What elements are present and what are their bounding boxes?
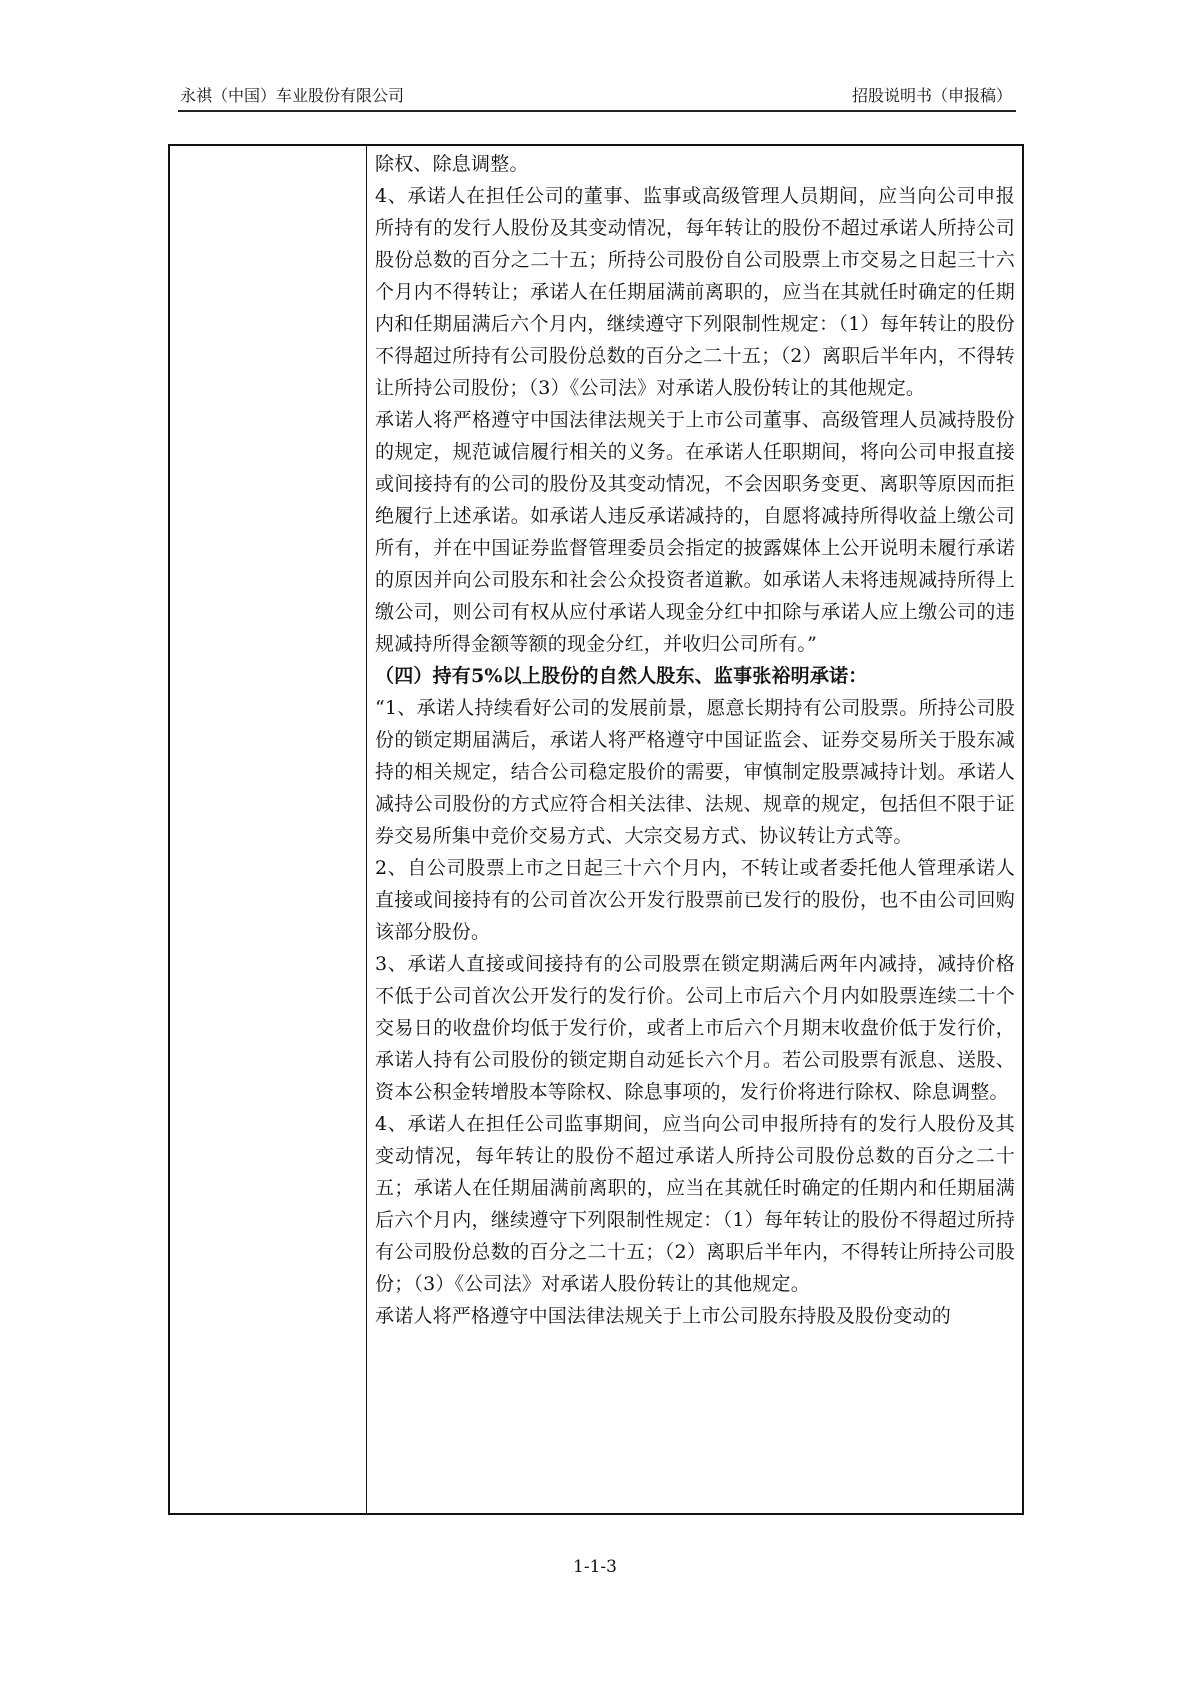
section-heading: （四）持有5%以上股份的自然人股东、监事张裕明承诺： — [375, 665, 868, 687]
paragraph: 4、承诺人在担任公司的董事、监事或高级管理人员期间，应当向公司申报所持有的发行人股份及其变动情况，每年转让的股份不超过承诺人所持公司股份总数的百分之二十五；所持公司股份自公司股票上市交易之日起三十六个月内不得转让；承诺人在任期届满前离职的，应当在其就任时确定的任期内和任期届满后六个月内，继续遵守下列限制性规定：（1）每年转让的股份不得超过所持有公司股份总数的百分之二十五；（2）离职后半年内，不得转让所持公司股份；（3）《公司法》对承诺人股份转让的其他规定。 — [375, 185, 1015, 399]
paragraph: 承诺人将严格遵守中国法律法规关于上市公司股东持股及股份变动的 — [375, 1305, 952, 1327]
page-number: 1-1-3 — [573, 1557, 617, 1577]
column-divider — [366, 146, 367, 1513]
paragraph: 4、承诺人在担任公司监事期间，应当向公司申报所持有的发行人股份及其变动情况，每年转让的股份不超过承诺人所持公司股份总数的百分之二十五；承诺人在任期届满前离职的，应当在其就任时确定的任期内和任期届满后六个月内，继续遵守下列限制性规定：（1）每年转让的股份不得超过所持有公司股份总数的百分之二十五；（2）离职后半年内，不得转让所持公司股份；（3）《公司法》对承诺人股份转让的其他规定。 — [375, 1113, 1015, 1295]
paragraph: “1、承诺人持续看好公司的发展前景，愿意长期持有公司股票。所持公司股份的锁定期届满后，承诺人将严格遵守中国证监会、证券交易所关于股东减持的相关规定，结合公司稳定股价的需要，审慎制定股票减持计划。承诺人减持公司股份的方式应符合相关法律、法规、规章的规定，包括但不限于证券交易所集中竞价交易方式、大宗交易方式、协议转让方式等。 — [375, 697, 1015, 847]
commitment-table — [168, 144, 1024, 1515]
paragraph: 2、自公司股票上市之日起三十六个月内，不转让或者委托他人管理承诺人直接或间接持有的公司首次公开发行股票前已发行的股份，也不由公司回购该部分股份。 — [375, 857, 1015, 943]
page-header — [178, 84, 1016, 112]
company-name: 永祺（中国）车业股份有限公司 — [180, 86, 405, 105]
paragraph: 除权、除息调整。 — [375, 153, 529, 175]
commitment-text-cell — [375, 148, 1015, 1332]
paragraph: 承诺人将严格遵守中国法律法规关于上市公司董事、高级管理人员减持股份的规定，规范诚信履行相关的义务。在承诺人任职期间，将向公司申报直接或间接持有的公司的股份及其变动情况，不会因职务变更、离职等原因而拒绝履行上述承诺。如承诺人违反承诺减持的，自愿将减持所得收益上缴公司所有，并在中国证券监督管理委员会指定的披露媒体上公开说明未履行承诺的原因并向公司股东和社会公众投资者道歉。如承诺人未将违规减持所得上缴公司，则公司有权从应付承诺人现金分红中扣除与承诺人应上缴公司的违规减持所得金额等额的现金分红，并收归公司所有。” — [375, 409, 1015, 655]
paragraph: 3、承诺人直接或间接持有的公司股票在锁定期满后两年内减持，减持价格不低于公司首次公开发行的发行价。公司上市后六个月内如股票连续二十个交易日的收盘价均低于发行价，或者上市后六个月期末收盘价低于发行价，承诺人持有公司股份的锁定期自动延长六个月。若公司股票有派息、送股、资本公积金转增股本等除权、除息事项的，发行价将进行除权、除息调整。 — [375, 953, 1015, 1103]
document-type: 招股说明书（申报稿） — [851, 86, 1012, 105]
